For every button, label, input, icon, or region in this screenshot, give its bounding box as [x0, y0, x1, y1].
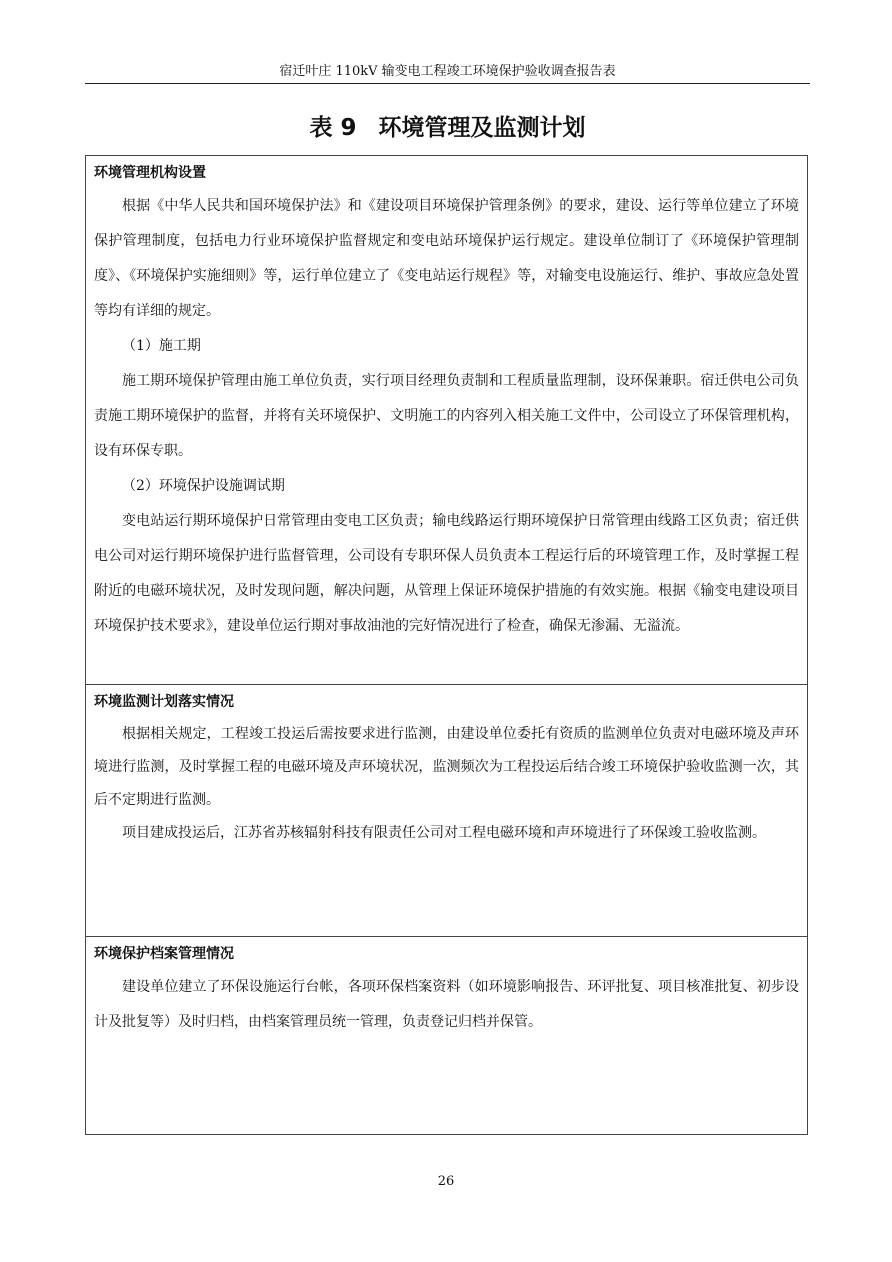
paragraph: 施工期环境保护管理由施工单位负责，实行项目经理负责制和工程质量监理制，设环保兼职。宿迁供电公司负责施工期环境保护的监督，并将有关环境保护、文明施工的内容列入相关施工文件中，公司设立了环保管理机构，设有环保专职。 — [94, 373, 799, 459]
section-archive-management — [86, 936, 807, 1135]
subheading-commissioning: （2）环境保护设施调试期 — [122, 478, 285, 494]
section-heading: 环境管理机构设置 — [94, 165, 206, 181]
paragraph: 项目建成投运后，江苏省苏核辐射科技有限责任公司对工程电磁环境和声环境进行了环保竣工验收监测。 — [122, 825, 766, 841]
paragraph: 根据《中华人民共和国环境保护法》和《建设项目环境保护管理条例》的要求，建设、运行等单位建立了环境保护管理制度，包括电力行业环境保护监督规定和变电站环境保护运行规定。建设单位制订了《环境保护管理制度》、《环境保护实施细则》等，运行单位建立了《变电站运行规程》等，对输变电设施运行、维护、事故应急处置等均有详细的规定。 — [94, 198, 799, 319]
table-number: 表 9 — [309, 115, 357, 141]
table-title — [85, 108, 810, 148]
paragraph: 变电站运行期环境保护日常管理由变电工区负责；输电线路运行期环境保护日常管理由线路工区负责；宿迁供电公司对运行期环境保护进行监督管理，公司设有专职环保人员负责本工程运行后的环境管理工作，及时掌握工程附近的电磁环境状况，及时发现问题，解决问题，从管理上保证环境保护措施的有效实施。根据《输变电建设项目环境保护技术要求》，建设单位运行期对事故油池的完好情况进行了检查，确保无渗漏、无溢流。 — [94, 513, 799, 634]
management-table — [85, 155, 808, 1135]
section-monitoring-plan — [86, 684, 807, 936]
section-heading: 环境监测计划落实情况 — [94, 694, 234, 710]
page-header: 宿迁叶庄 110kV 输变电工程竣工环境保护验收调查报告表 — [279, 64, 616, 79]
subheading-construction: （1）施工期 — [122, 338, 201, 354]
section-management-organization — [86, 156, 807, 684]
header-divider — [85, 83, 810, 84]
paragraph: 根据相关规定，工程竣工投运后需按要求进行监测，由建设单位委托有资质的监测单位负责对电磁环境及声环境进行监测，及时掌握工程的电磁环境及声环境状况，监测频次为工程投运后结合竣工环境保护验收监测一次，其后不定期进行监测。 — [94, 726, 799, 808]
section-heading: 环境保护档案管理情况 — [94, 946, 234, 962]
page-number: 26 — [437, 1174, 455, 1189]
table-title-text: 环境管理及监测计划 — [378, 115, 586, 141]
paragraph: 建设单位建立了环保设施运行台帐，各项环保档案资料（如环境影响报告、环评批复、项目核准批复、初步设计及批复等）及时归档，由档案管理员统一管理，负责登记归档并保管。 — [94, 979, 799, 1030]
